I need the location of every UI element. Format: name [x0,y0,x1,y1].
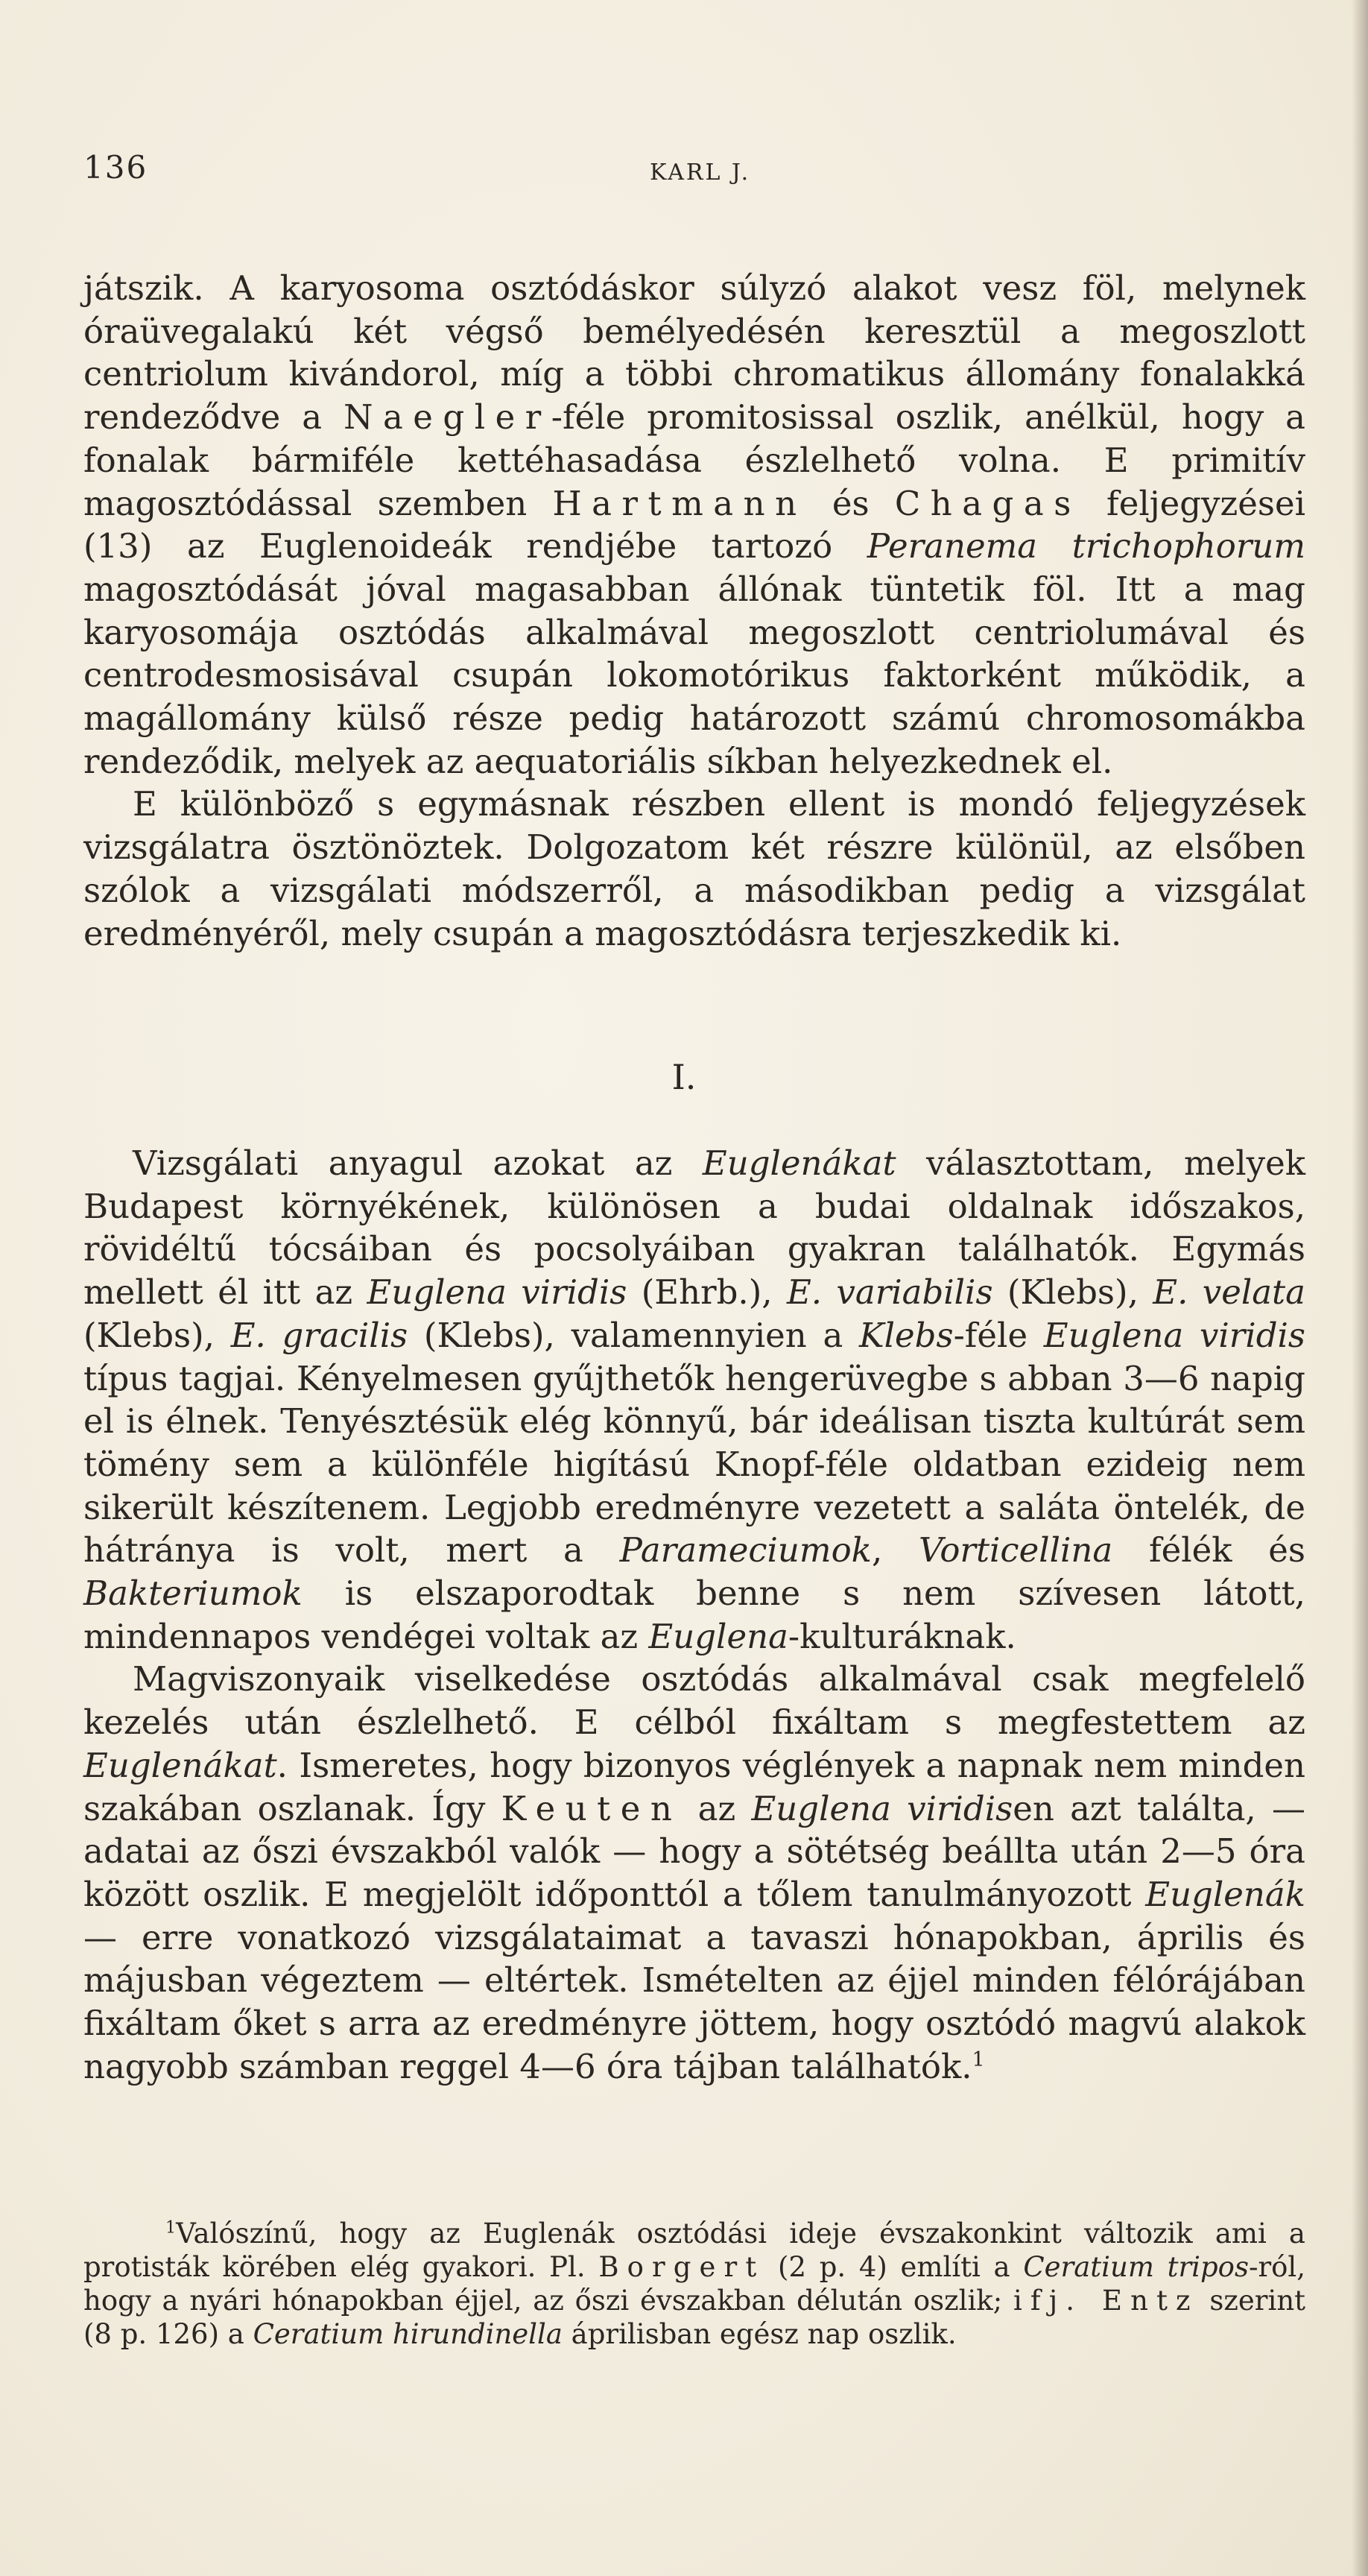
species-name: Parameciumok [619,1530,872,1570]
species-name: Ceratium hirundinella [253,2318,563,2350]
running-title: KARL J. [650,160,751,186]
section-heading: I. [671,1057,697,1097]
species-name: Euglenákat [83,1745,277,1785]
species-name: Euglenák [1145,1874,1305,1914]
text-run: -féle promitosissal oszlik, anélkül, hogy a fonalak bármiféle kettéhasadása észlelhető volna. E primitív magosztódással szemben [83,397,1305,523]
author-name: Borgert [598,2251,765,2283]
paragraph: E különböző s egymásnak részben ellent is mondó feljegyzések vizsgálatra ösztönöztek. Dolgozatom két részre különül, az elsőben szólok a vizsgálati módszerről, a másodikban pedig a vizsgálat eredményéről, mely csupán a magosztódásra terjeszkedik ki. [83,784,1305,953]
species-name: Bakteriumok [83,1573,303,1614]
author-name: Naegler [343,397,551,438]
footnote [83,2217,1305,2351]
species-name: Euglenákat [702,1143,896,1183]
text-run: áprilisban egész nap oszlik. [562,2318,957,2350]
text-run: (Klebs), [83,1315,231,1355]
author-name: ifj. Entz [1013,2285,1199,2317]
species-name: Euglena viridis [1043,1315,1305,1355]
text-run: Valószínű, hogy az Euglenák osztódási ideje évszakonkint változik ami a protisták körében elég gyakori. Pl. [83,2217,1305,2283]
text-run: (Ehrb.), [627,1272,787,1313]
text-run: típus tagjai. Kényelmesen gyűjthetők hengerüvegbe s abban 3—6 napig el is élnek. Tenyésztésük elég könnyű, bár ideálisan tiszta kultúrát sem tömény sem a különféle higítású Knopf-féle oldatban ezideig nem sikerült készítenem. Legjobb eredményre vezetett a saláta öntelék, de hátránya is volt, mert a [83,1358,1305,1570]
species-name: Euglena viridis [751,1788,1013,1828]
species-name: E. velata [1153,1272,1305,1313]
text-run: magosztódását jóval magasabban állónak tüntetik föl. Itt a mag karyosomája osztódás alkalmával megoszlott centriolumával és centrodesmosisával csupán lokomotórikus faktorként működik, a magállomány külső része pedig határozott számú chromosomákba rendeződik, melyek az aequatoriális síkban helyezkednek el. [83,569,1305,781]
footnote-number: 1 [165,2217,177,2238]
text-run: en azt találta, — adatai az őszi évszakból valók — hogy a sötétség beállta után 2—5 óra között oszlik. E megjelölt időponttól a tőlem tanulmányozott [83,1788,1305,1914]
species-name: Klebs [859,1315,954,1355]
author-name: Keuten [501,1788,683,1828]
intro-text [83,267,1305,955]
text-run: játszik. A karyosoma osztódáskor súlyzó alakot vesz föl, melynek óraüvegalakú két végső bemélyedésén keresztül a megoszlott centriolum kivándorol, míg a többi chromatikus állomány fonalakká rendeződve a [83,268,1305,438]
text-run: és [806,483,895,523]
text-run: (Klebs), [992,1272,1153,1313]
text-run: Vizsgálati anyagul azokat az [133,1143,703,1183]
species-name: Ceratium tripos [1023,2251,1249,2283]
paragraph [83,1142,1305,1658]
species-name: E. gracilis [230,1315,408,1355]
paragraph [83,267,1305,783]
page-number: 136 [83,149,148,186]
species-name: Euglena viridis [367,1272,627,1313]
text-run: Magviszonyaik viselkedése osztódás alkalmával csak megfelelő kezelés után észlelhető. E célból fixáltam s megfestettem az [83,1659,1305,1743]
species-name: Vorticellina [918,1530,1113,1570]
text-run: -kulturáknak. [788,1616,1016,1656]
species-name: Peranema trichophorum [867,526,1305,566]
section-text [83,1142,1305,2088]
species-name: Euglena [648,1616,788,1656]
text-run: is elszaporodtak benne s nem szívesen látott, mindennapos vendégei voltak az [83,1573,1305,1656]
text-run: feljegyzései (13) az Euglenoideák rendjébe tartozó [83,483,1305,566]
paragraph [83,1658,1305,2088]
text-run: -féle [953,1315,1044,1355]
footnote-marker: 1 [972,2048,985,2071]
text-run: szerint (8 p. 126) a [83,2285,1306,2350]
text-run: — erre vonatkozó vizsgálataimat a tavaszi hónapokban, április és májusban végeztem — eltértek. Ismételten az éjjel minden félórájában fixáltam őket s arra az eredményre jöttem, hogy osztódó magvú alakok nagyobb számban reggel 4—6 óra tájban találhatók. [83,1917,1305,2086]
text-run: , [871,1530,919,1570]
text-run: választottam, melyek Budapest környékének, különösen a budai oldalnak időszakos, rövidéltű tócsáiban és pocsolyáiban gyakran találhatók. Egymás mellett él itt az [83,1143,1305,1313]
text-run: (Klebs), valamennyien a [408,1315,860,1355]
species-name: E. variabilis [786,1272,993,1313]
text-run: (2 p. 4) említi a [764,2251,1024,2283]
author-name: Hartmann [552,483,807,523]
text-run: . Ismeretes, hogy bizonyos véglények a napnak nem minden szakában oszlanak. Így [83,1745,1305,1828]
running-head [83,149,1305,194]
author-name: Chagas [894,483,1081,523]
footnote-text [83,2217,1305,2351]
text-run: félék és [1112,1530,1305,1570]
text-run: az [682,1788,752,1828]
page-edge-shadow [1352,0,1368,2576]
text-run: -ról, hogy a nyári hónapokban éjjel, az őszi évszakban délután oszlik; [83,2251,1305,2317]
